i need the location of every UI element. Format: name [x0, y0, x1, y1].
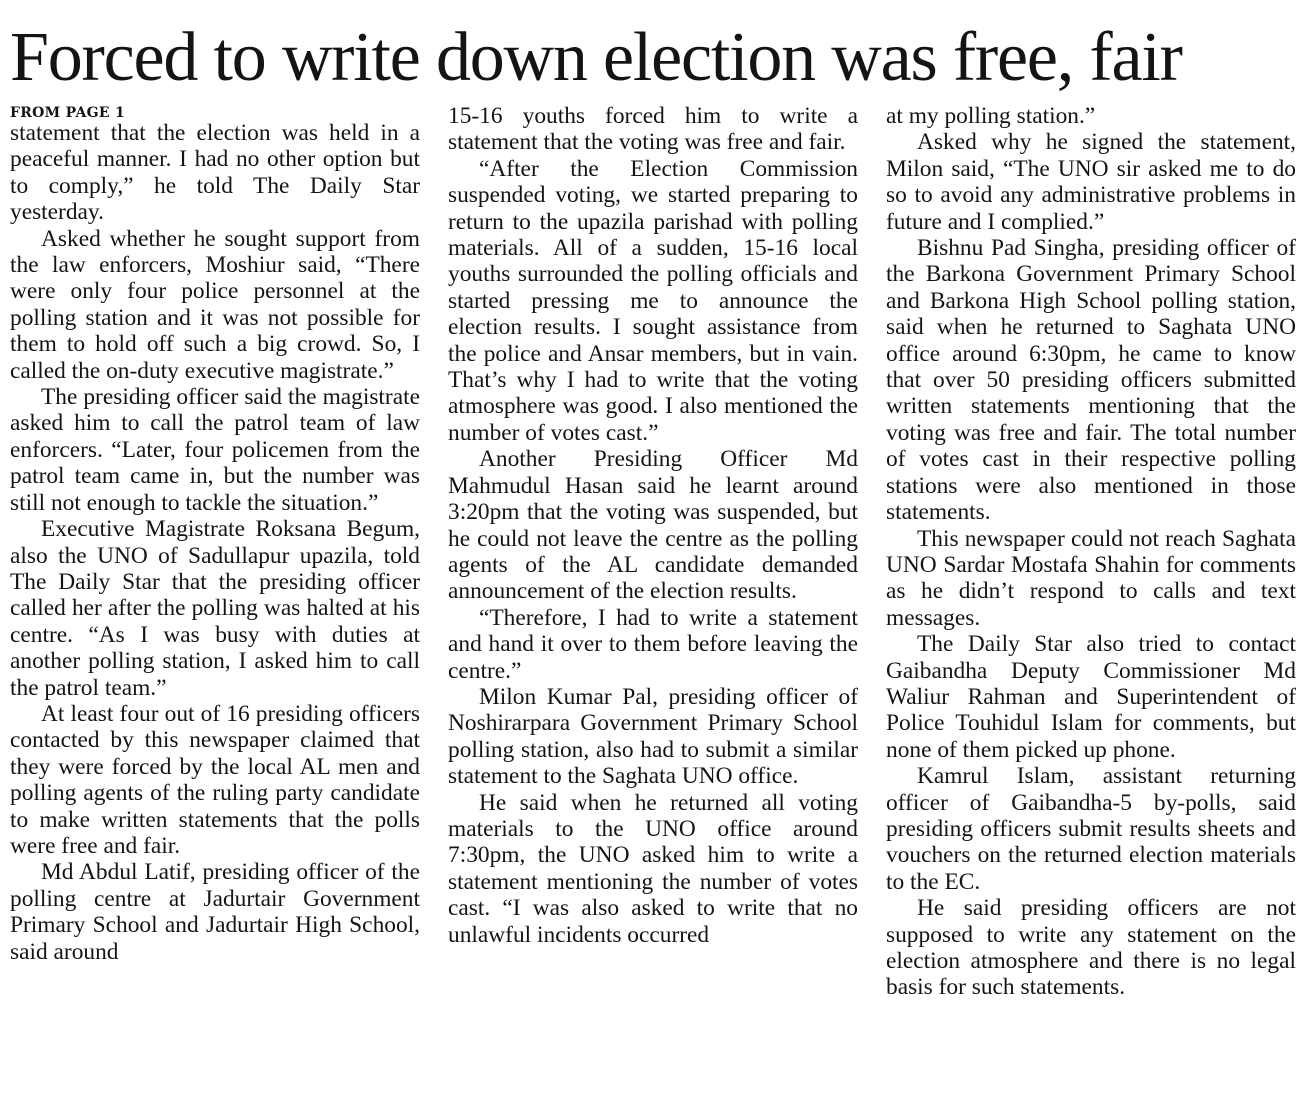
- paragraph: 15-16 youths forced him to write a statement that the voting was free and fair.: [448, 103, 858, 156]
- paragraph: He said when he returned all voting materials to the UNO office around 7:30pm, the UNO asked him to write a statement mentioning the number of votes cast. “I was also asked to write that no unlawful incidents occurred: [448, 789, 858, 948]
- paragraph: Kamrul Islam, assistant returning officer of Gaibandha-5 by-polls, said presiding officers submit results sheets and vouchers on the returned election materials to the EC.: [886, 763, 1296, 895]
- article-column-3: [886, 103, 1296, 1089]
- article-column-2: [448, 103, 858, 1089]
- paragraph: at my polling station.”: [886, 103, 1096, 129]
- paragraph: Milon Kumar Pal, presiding officer of Noshirarpara Government Primary School polling station, also had to submit a similar statement to the Saghata UNO office.: [448, 683, 858, 790]
- paragraph: Md Abdul Latif, presiding officer of the polling centre at Jadurtair Government Primary School and Jadurtair High School, said around: [10, 859, 420, 965]
- paragraph: The Daily Star also tried to contact Gaibandha Deputy Commissioner Md Waliur Rahman and Superintendent of Police Touhidul Islam for comments, but none of them picked up phone.: [886, 631, 1296, 763]
- paragraph: Asked whether he sought support from the law enforcers, Moshiur said, “There were only four police personnel at the polling station and it was not possible for them to hold off such a big crowd. So, I called the on-duty executive magistrate.”: [10, 225, 420, 384]
- paragraph: statement that the election was held in a peaceful manner. I had no other option but to comply,” he told The Daily Star yesterday.: [10, 120, 420, 226]
- paragraph: Executive Magistrate Roksana Begum, also the UNO of Sadullapur upazila, told The Daily Star that the presiding officer called her after the polling was halted at his centre. “As I was busy with duties at another polling station, I asked him to call the patrol team.”: [10, 516, 420, 701]
- paragraph: Bishnu Pad Singha, presiding officer of the Barkona Government Primary School and Barkona High School polling station, said when he returned to Saghata UNO office around 6:30pm, he came to know that over 50 presiding officers submitted written statements mentioning that the voting was free and fair. The total number of votes cast in their respective polling stations were also mentioned in those statements.: [886, 235, 1296, 526]
- from-page-kicker: FROM PAGE 1: [10, 105, 126, 121]
- paragraph: At least four out of 16 presiding officers contacted by this newspaper claimed that they were forced by the local AL men and polling agents of the ruling party candidate to make written statements that the polls were free and fair.: [10, 700, 420, 859]
- paragraph: He said presiding officers are not supposed to write any statement on the election atmosphere and there is no legal basis for such statements.: [886, 895, 1296, 1001]
- paragraph: “Therefore, I had to write a statement and hand it over to them before leaving the centre.”: [448, 604, 858, 684]
- paragraph: This newspaper could not reach Saghata UNO Sardar Mostafa Shahin for comments as he didn’t respond to calls and text messages.: [886, 525, 1296, 631]
- paragraph: Another Presiding Officer Md Mahmudul Hasan said he learnt around 3:20pm that the voting was suspended, but he could not leave the centre as the polling agents of the AL candidate demanded announcement of the election results.: [448, 446, 858, 605]
- paragraph: “After the Election Commission suspended voting, we started preparing to return to the upazila parishad with polling materials. All of a sudden, 15-16 local youths surrounded the polling officials and started pressing me to announce the election results. I sought assistance from the police and Ansar members, but in vain. That’s why I had to write that the voting atmosphere was good. I also mentioned the number of votes cast.”: [448, 155, 858, 446]
- paragraph: The presiding officer said the magistrate asked him to call the patrol team of law enforcers. “Later, four policemen from the patrol team came in, but the number was still not enough to tackle the situation.”: [10, 384, 420, 516]
- headline: Forced to write down election was free, fair: [10, 19, 1182, 96]
- paragraph: Asked why he signed the statement, Milon said, “The UNO sir asked me to do so to avoid any administrative problems in future and I complied.”: [886, 129, 1296, 235]
- article-column-1: [10, 103, 420, 1089]
